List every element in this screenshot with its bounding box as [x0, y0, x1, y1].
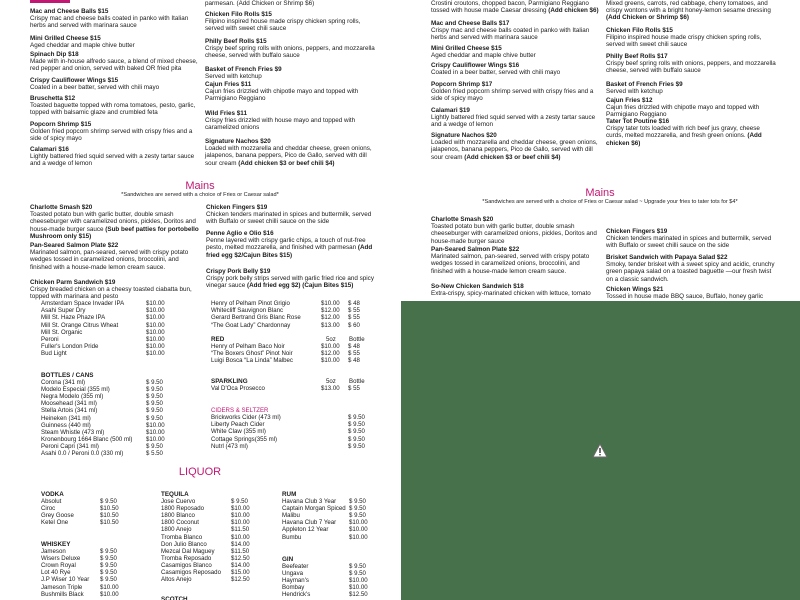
menu-item-name: Crispy Cauliflower Wings $16 [431, 62, 520, 69]
drink-price: $ 9.50 [349, 498, 366, 505]
drink-price: $10.00 [100, 583, 119, 591]
menu-item [431, 107, 601, 129]
drink-bottle-price: $ 55 [348, 307, 360, 315]
menu-item-name: Popcorn Shrimp $15 [30, 121, 92, 128]
drink-name: Ciroc [41, 505, 56, 513]
menu-item [431, 20, 601, 42]
drink-name: Fuller's London Pride [41, 343, 99, 351]
menu-item [606, 118, 778, 147]
menu-item-desc: Crispy mac and cheese balls coated in panko with Italian herbs and served with marinara sauce [30, 15, 189, 30]
menu-item [205, 11, 375, 33]
menu-item-name: Mini Grilled Cheese $15 [30, 35, 101, 42]
drink-bottle-price: $ 48 [348, 300, 360, 307]
gin-title: GIN [282, 556, 294, 563]
drink-price: $10.50 [100, 512, 119, 520]
drink-name: Guinness (440 ml) [41, 421, 91, 429]
drink-name: Captain Morgan Spiced [282, 505, 346, 513]
drink-price: $10.00 [146, 350, 165, 358]
menu-item-desc: Crostini croutons, chopped bacon, Parmigiano Reggiano tossed with house made Caesar dressing (Add chicken $6) [431, 0, 599, 15]
drink-price: $10.00 [321, 357, 340, 365]
drink-name: Hendrick's [282, 591, 311, 599]
menu-item-extra: (Add fried egg $2) (Cajun Bites $15) [246, 282, 354, 290]
drink-name: Bombay [282, 584, 305, 592]
drink-price: $ 5.50 [146, 450, 163, 457]
menu-item-name: Calamari $16 [30, 146, 69, 153]
red-wine-title: RED [211, 336, 225, 343]
menu-item-name: Charlotte Smash $20 [30, 204, 93, 211]
menu-item-extra: (Add chicken $6) [548, 7, 599, 15]
sparkling-glass-header: 5oz [326, 378, 336, 385]
drink-name: Moosehead (341 ml) [41, 400, 97, 408]
mains-section-title: Mains [185, 180, 215, 192]
menu-item [30, 279, 200, 301]
drink-name: Ketel One [41, 519, 69, 527]
drink-price: $ 9.50 [100, 555, 117, 563]
red-glass-header: 5oz [326, 336, 336, 343]
drink-name: Malibu [282, 512, 300, 520]
menu-item-desc: Filipino inspired house made crispy chicken spring rolls, served with sweet chili sauce [205, 18, 361, 33]
menu-item-desc: Made with in-house alfredo sauce, a blend of mixed cheese, red pepper and onion, served with baked OR fried pita [30, 58, 198, 73]
tequila-title: TEQUILA [161, 491, 189, 498]
menu-item [606, 97, 778, 119]
menu-item-desc: Crispy pork belly strips served with garlic fried rice and spicy vinegar sauce (Add fried egg $2) (Cajun Bites $15) [206, 275, 374, 290]
vodka-title: VODKA [41, 491, 64, 498]
menu-item [30, 121, 200, 143]
right-mains-section-title: Mains [585, 187, 615, 199]
menu-item-desc: Chicken tenders marinated in spices and buttermilk, served with Buffalo or sweet chilli sauce on the side [206, 211, 372, 226]
menu-item [606, 81, 778, 95]
menu-item [205, 0, 375, 7]
drink-name: Liberty Peach Cider [211, 421, 265, 429]
menu-item-extra: (Add chicken $3 or beef chili $4) [238, 159, 335, 167]
drink-name: Modelo Especial (355 ml) [41, 386, 110, 394]
drink-price: $ 9.50 [349, 563, 366, 570]
sparkling-title: SPARKLING [211, 378, 248, 385]
drink-price: $10.00 [146, 307, 165, 315]
drink-name: Henry of Pelham Pinot Grigio [211, 300, 290, 307]
menu-item-name: Brisket Sandwich with Papaya Salad $22 [606, 254, 728, 261]
menu-item [606, 254, 778, 283]
drink-price: $10.50 [100, 519, 119, 527]
drink-bottle-price: $ 55 [348, 314, 360, 322]
drink-name: Ungava [282, 570, 304, 578]
menu-item-name: Chicken Fingers $19 [206, 204, 268, 211]
drink-name: Nutrl (473 ml) [211, 442, 248, 450]
drink-name: 1800 Reposado [161, 505, 205, 513]
drink-price: $12.50 [231, 554, 250, 562]
drink-name: Corona (341 ml) [41, 379, 86, 386]
menu-item-desc: Crispy mac and cheese balls coated in panko with Italian herbs and served with marinara sauce [431, 27, 590, 42]
drink-price: $11.50 [231, 547, 250, 555]
drink-name: Peroni [41, 336, 59, 343]
menu-item [606, 0, 778, 22]
menu-item-name: So-New Chicken Sandwich $18 [431, 283, 524, 290]
menu-item-name: Pan-Seared Salmon Plate $22 [431, 246, 520, 253]
drink-price: $ 9.50 [348, 414, 365, 421]
drink-bottle-price: $ 48 [348, 343, 360, 350]
drink-name: Beefeater [282, 563, 309, 570]
drink-name: Havana Club 7 Year [282, 519, 337, 527]
menu-item [431, 62, 601, 76]
drink-name: Val D'Oca Prosecco [211, 385, 265, 392]
menu-item [606, 286, 778, 300]
menu-item-desc: Smoky, tender brisket with a sweet spicy and acidic, crunchy green papaya salad on a toasted baguette —our fresh twist on a classic sandwich. [606, 261, 775, 283]
menu-item [606, 27, 778, 49]
drink-price: $13.00 [321, 385, 340, 392]
drink-price: $12.00 [321, 314, 340, 322]
drink-price: $ 9.50 [348, 442, 365, 450]
drink-name: Mill St. Haze Phaze IPA [41, 314, 106, 322]
drink-name: Appleton 12 Year [282, 526, 329, 534]
menu-item [30, 35, 200, 49]
drink-price: $12.00 [321, 350, 340, 358]
drink-bottle-price: $ 48 [348, 357, 360, 365]
menu-item [30, 146, 200, 168]
menu-item [606, 53, 778, 75]
sparkling-bottle-header: Bottle [349, 378, 365, 385]
scotch-title: SCOTCH [161, 596, 188, 600]
drink-name: White Claw (355 ml) [211, 428, 266, 436]
drink-price: $ 9.50 [146, 442, 163, 450]
menu-item-name: Basket of French Fries $9 [606, 81, 683, 88]
menu-item-desc: Lightly battered fried squid served with a zesty tartar sauce and a wedge of lemon [431, 114, 596, 129]
drink-name: 1800 Coconut [161, 519, 199, 527]
menu-item-name: Signature Nachos $20 [205, 138, 271, 145]
drink-name: Bud Light [41, 350, 67, 358]
drink-price: $10.00 [349, 577, 368, 585]
drink-price: $10.00 [231, 505, 250, 513]
drink-price: $11.50 [231, 526, 250, 534]
menu-item-name: Pan-Seared Salmon Plate $22 [30, 242, 119, 249]
menu-item-desc: Aged cheddar and maple chive butter [30, 42, 135, 50]
drink-price: $10.00 [100, 590, 119, 598]
drink-name: Asahi 0.0 / Peroni 0.0 (330 ml) [41, 450, 124, 457]
drink-name: Peroni Capri (341 ml) [41, 442, 99, 450]
drink-name: Lot 40 Rye [41, 569, 71, 577]
menu-item-desc: Crispy tater tots loaded with rich beef jus gravy, cheese curds, melted mozzarella, and fresh green onions. (Add chicken $6) [606, 125, 762, 147]
drink-name: Hayman's [282, 577, 309, 585]
menu-item-desc: Mixed greens, carrots, red cabbage, cherry tomatoes, and crispy wontons with a bright honey-lemon sesame dressing (Add Chicken or Shrimp $6) [606, 0, 771, 22]
menu-item-name: Wild Fries $11 [205, 110, 247, 117]
menu-item-name: Mac and Cheese Balls $15 [30, 8, 109, 15]
drink-price: $ 9.50 [146, 386, 163, 394]
drink-price: $10.00 [231, 533, 250, 541]
menu-item-name: Chicken Wings $21 [606, 286, 664, 293]
drink-price: $ 9.50 [146, 379, 163, 386]
drink-name: Henry of Pelham Baco Noir [211, 343, 285, 350]
menu-item [30, 8, 200, 30]
drink-name: Don Julio Blanco [161, 540, 207, 548]
menu-item-name: Calamari $19 [431, 107, 470, 114]
drink-price: $10.00 [146, 428, 165, 436]
drink-price: $ 9.50 [100, 548, 117, 555]
menu-item [206, 204, 376, 226]
drink-name: Luigi Bosca “La Linda” Malbec [211, 357, 293, 365]
drink-name: Crown Royal [41, 562, 76, 570]
drink-price: $ 9.50 [349, 505, 366, 513]
menu-item-desc: Crispy breaded chicken on a cheesy toasted ciabatta bun, topped with marinara and pesto [30, 286, 192, 301]
menu-item-name: Philly Beef Rolls $15 [205, 38, 267, 45]
menu-item-name: Chicken Parm Sandwich $19 [30, 279, 116, 286]
drink-name: Wisers Deluxe [41, 555, 81, 563]
drink-price: $ 9.50 [349, 570, 366, 578]
menu-item [30, 242, 200, 271]
menu-item-desc: Crispy beef spring rolls with onions, peppers, and mozzarella cheese, served with buffalo sauce [606, 60, 776, 75]
menu-item [431, 216, 601, 245]
drink-price: $ 9.50 [100, 498, 117, 505]
warning-triangle-icon [592, 443, 608, 463]
menu-item-name: Chicken Filo Rolls $15 [606, 27, 673, 34]
menu-item [205, 110, 375, 132]
menu-item [30, 51, 200, 73]
menu-item-desc: Served with ketchup [606, 88, 663, 96]
cider-title: CIDERS & SELTZER [211, 407, 269, 414]
menu-item [431, 246, 601, 275]
red-bottle-header: Bottle [349, 336, 365, 343]
drink-price: $10.00 [231, 519, 250, 527]
menu-item-desc: Golden fried popcorn shrimp served with crispy fries and a side of spicy mayo [30, 128, 193, 143]
menu-item-name: Bruschetta $12 [30, 95, 76, 102]
menu-item [206, 268, 376, 290]
menu-item [205, 66, 375, 80]
menu-item-desc: Toasted potato bun with garlic butter, double smash cheeseburger with caramelized onions, pickles, Doritos and house-made burger sauce [431, 223, 597, 245]
menu-item-desc: Loaded with mozzarella and cheddar cheese, green onions, jalapenos, banana peppers, Pico de Gallo, served with dill sour cream (Add chicken $3 or beef chili $4) [431, 139, 598, 161]
drink-name: Asahi Super Dry [41, 307, 86, 315]
drink-price: $10.00 [146, 336, 165, 343]
right-mains-note: *Sandwiches are served with a choice of Fries or Caesar salad ~ Upgrade your fries to tater tots for $4* [482, 199, 738, 205]
menu-item-name: Popcorn Shrimp $17 [431, 81, 493, 88]
menu-item [431, 283, 601, 297]
drink-price: $10.00 [146, 300, 165, 307]
drink-name: Amsterdam Space Invader IPA [41, 300, 125, 307]
menu-item [30, 95, 200, 117]
drink-price: $ 9.50 [348, 435, 365, 443]
drink-bottle-price: $ 55 [348, 350, 360, 358]
menu-item-desc: Filipino inspired house made crispy chicken spring rolls, served with sweet chili sauce [606, 34, 762, 49]
drink-name: 1800 Blanco [161, 512, 195, 520]
rum-title: RUM [282, 491, 297, 498]
drink-price: $10.00 [146, 421, 165, 429]
drink-name: Steam Whistle (473 ml) [41, 428, 105, 436]
menu-item-desc: Crispy beef spring rolls with onions, peppers, and mozzarella cheese, served with buffalo sauce [205, 45, 375, 60]
drink-price: $10.00 [321, 300, 340, 307]
drink-name: Jameson [41, 548, 66, 555]
drink-price: $12.50 [349, 591, 368, 599]
drink-price: $10.00 [349, 533, 368, 541]
drink-price: $ 9.50 [100, 562, 117, 570]
menu-item-desc: Toasted potato bun with garlic butter, double smash cheeseburger with caramelized onions, pickles, Doritos and house-made burger sauce (Sub beef patties for portobello Mushroom only $15) [30, 211, 199, 240]
drink-price: $15.00 [231, 569, 250, 576]
drink-name: Gerard Bertrand Gris Blanc Rose [211, 314, 301, 322]
drink-price: $14.00 [231, 561, 250, 569]
menu-item-name: Crispy Pork Belly $19 [206, 268, 271, 275]
menu-item-name: Crispy Cauliflower Wings $15 [30, 77, 119, 84]
drink-name: Casamigos Blanco [161, 561, 212, 569]
drink-price: $10.00 [146, 321, 165, 329]
right-menu-page [400, 0, 800, 301]
drink-name: Jameson Triple [41, 583, 83, 591]
drink-name: Bushmills Black [41, 590, 84, 598]
menu-item [431, 132, 601, 161]
menu-item-name: Cajun Fries $12 [606, 97, 653, 104]
drink-name: Absolut [41, 498, 62, 505]
drink-name: Bumbu [282, 533, 302, 541]
drink-price: $ 9.50 [146, 414, 163, 422]
menu-item-extra: (Add chicken $3 or beef chili $4) [464, 153, 561, 161]
menu-item-desc: Marinated salmon, pan-seared, served with crispy potato wedges tossed in caramelized onions, broccolini, and finished with a house-made lemon cream sauce. [431, 253, 590, 275]
drink-price: $ 9.50 [231, 498, 248, 505]
menu-item [606, 228, 778, 250]
drink-name: Cottage Springs(355 ml) [211, 435, 278, 443]
drink-name: Heineken (341 ml) [41, 414, 91, 422]
drink-name: Negra Modelo (355 ml) [41, 393, 104, 401]
whiskey-title: WHISKEY [41, 541, 71, 548]
menu-item-extra: (Add Chicken or Shrimp $6) [606, 14, 689, 22]
drink-name: “The Goat Lady” Chardonnay [211, 321, 291, 329]
drink-name: Mill St. Organic [41, 328, 83, 336]
menu-item-name: Charlotte Smash $20 [431, 216, 494, 223]
menu-item-desc: Extra-crispy, spicy-marinated chicken with lettuce, tomato [431, 290, 591, 298]
menu-item-desc: Golden fried popcorn shrimp served with crispy fries and a side of spicy mayo [431, 88, 594, 103]
liquor-section-title: LIQUOR [178, 466, 222, 478]
menu-item-name: Philly Beef Rolls $17 [606, 53, 668, 60]
drink-name: Mezcal Dal Maguey [161, 547, 215, 555]
menu-item-desc: Cajun fries drizzled with chipotle mayo and topped with Parmigiano Reggiano [205, 88, 359, 103]
drink-price: $ 9.50 [146, 407, 163, 415]
menu-item-name: Signature Nachos $20 [431, 132, 497, 139]
menu-item [431, 81, 601, 103]
menu-item-desc: Marinated salmon, pan-seared, served with crispy potato wedges tossed in caramelized onions, broccolini, and finished with a house-made lemon cream sauce. [30, 249, 189, 271]
drink-price: $10.00 [349, 526, 368, 534]
mains-note: *Sandwiches are served with a choice of Fries or Caesar salad* [121, 192, 279, 198]
menu-item-desc: Aged cheddar and maple chive butter [431, 52, 536, 60]
bottles-title: BOTTLES / CANS [41, 372, 94, 379]
menu-item-name: Chicken Filo Rolls $15 [205, 11, 272, 18]
menu-item [205, 81, 375, 103]
menu-item-desc: Served with ketchup [205, 73, 262, 81]
drink-price: $13.00 [321, 321, 340, 329]
drink-price: $10.00 [231, 512, 250, 520]
menu-item-extra: (Sub beef patties for portobello Mushroom only $15) [30, 225, 199, 240]
menu-item-name: Cajun Fries $11 [205, 81, 252, 88]
menu-item-extra: (Add chicken $6) [606, 132, 762, 147]
menu-item-desc: Chicken tenders marinated in spices and buttermilk, served with Buffalo or sweet chilli sauce on the side [606, 235, 772, 250]
menu-item-desc: Lightly battered fried squid served with a zesty tartar sauce and a wedge of lemon [30, 153, 195, 168]
pink-header-stub [30, 0, 70, 3]
menu-item-desc: Loaded with mozzarella and cheddar cheese, green onions, jalapenos, banana peppers, Pico de Gallo, served with dill sour cream (Add chicken $3 or beef chili $4) [205, 145, 372, 167]
menu-item-desc: Tossed in house made BBQ sauce, Buffalo, honey garlic [606, 293, 764, 301]
drink-price: $10.00 [146, 435, 165, 443]
menu-item [205, 138, 375, 167]
drink-price: $14.00 [231, 540, 250, 548]
drink-name: Stella Artois (341 ml) [41, 407, 98, 415]
menu-item-desc: Coated in a beer batter, served with chili mayo [30, 84, 160, 92]
drink-price: $10.50 [100, 505, 119, 513]
drink-bottle-price: $ 55 [348, 385, 360, 392]
drink-price: $ 9.50 [348, 428, 365, 436]
menu-item [206, 230, 376, 259]
drink-name: J.P Wiser 10 Year [41, 576, 90, 584]
menu-item-name: Spinach Dip $18 [30, 51, 79, 58]
drink-price: $ 9.50 [100, 569, 117, 577]
drink-price: $ 9.50 [349, 512, 366, 520]
drink-name: Mill St. Orange Citrus Wheat [41, 321, 119, 329]
menu-item [431, 0, 601, 14]
drink-price: $10.00 [146, 343, 165, 351]
menu-item-name: Mini Grilled Cheese $15 [431, 45, 502, 52]
menu-item [205, 38, 375, 60]
menu-item-desc: Cajun fries drizzled with chipotle mayo and topped with Parmigiano Reggiano [606, 104, 760, 119]
drink-price: $10.00 [321, 343, 340, 350]
menu-item [431, 45, 601, 59]
drink-price: $ 9.50 [146, 400, 163, 408]
drink-price: $10.00 [146, 314, 165, 322]
drink-name: Grey Goose [41, 512, 74, 520]
drink-name: Havana Club 3 Year [282, 498, 337, 505]
drink-price: $ 9.50 [348, 421, 365, 429]
drink-name: Casamigos Reposado [161, 569, 221, 576]
drink-name: Jose Cuervo [161, 498, 196, 505]
drink-name: Whitecliff Sauvignon Blanc [211, 307, 284, 315]
menu-item-desc: Coated in a beer batter, served with chili mayo [431, 69, 561, 77]
drink-name: Brickworks Cider (473 ml) [211, 414, 281, 421]
menu-item-desc: parmesan. (Add Chicken or Shrimp $6) [205, 0, 315, 7]
drink-name: Kronenbourg 1664 Blanc (500 ml) [41, 435, 133, 443]
menu-item-name: Penne Aglio e Olio $16 [206, 230, 274, 237]
drink-price: $ 9.50 [146, 393, 163, 401]
menu-item-extra: (Add fried egg $2/Cajun Bites $15) [206, 244, 373, 259]
drink-price: $12.50 [231, 576, 250, 584]
drink-price: $10.00 [146, 328, 165, 336]
drink-price: $10.00 [349, 519, 368, 527]
drink-name: “The Boxers Ghost” Pinot Noir [211, 350, 293, 358]
menu-item [30, 204, 200, 240]
menu-item-name: Tater Tot Poutine $16 [606, 118, 670, 125]
menu-item-name: Mac and Cheese Balls $17 [431, 20, 510, 27]
menu-item-desc: Penne layered with crispy garlic chips, a touch of nut-free pesto, melted mozzarella, and finished with parmesan (Add fried egg $2/Cajun Bites $15) [206, 237, 373, 259]
drink-name: Altos Anejo [161, 576, 192, 584]
drink-price: $ 9.50 [100, 576, 117, 584]
drink-name: 1800 Anejo [161, 526, 192, 534]
drink-name: Tromba Blanco [161, 533, 203, 541]
menu-item-name: Chicken Fingers $19 [606, 228, 668, 235]
drink-price: $12.00 [321, 307, 340, 315]
menu-item-name: Basket of French Fries $9 [205, 66, 282, 73]
menu-item [30, 77, 200, 91]
menu-item-desc: Crispy fries drizzled with house mayo and topped with caramelized onions [205, 117, 356, 132]
drink-bottle-price: $ 60 [348, 321, 360, 329]
menu-item-desc: Toasted baguette topped with roma tomatoes, pesto, garlic, topped with balsamic glaze and crumbled feta [30, 102, 196, 117]
drink-name: Tromba Reposado [161, 554, 212, 562]
drink-price: $10.00 [349, 584, 368, 592]
